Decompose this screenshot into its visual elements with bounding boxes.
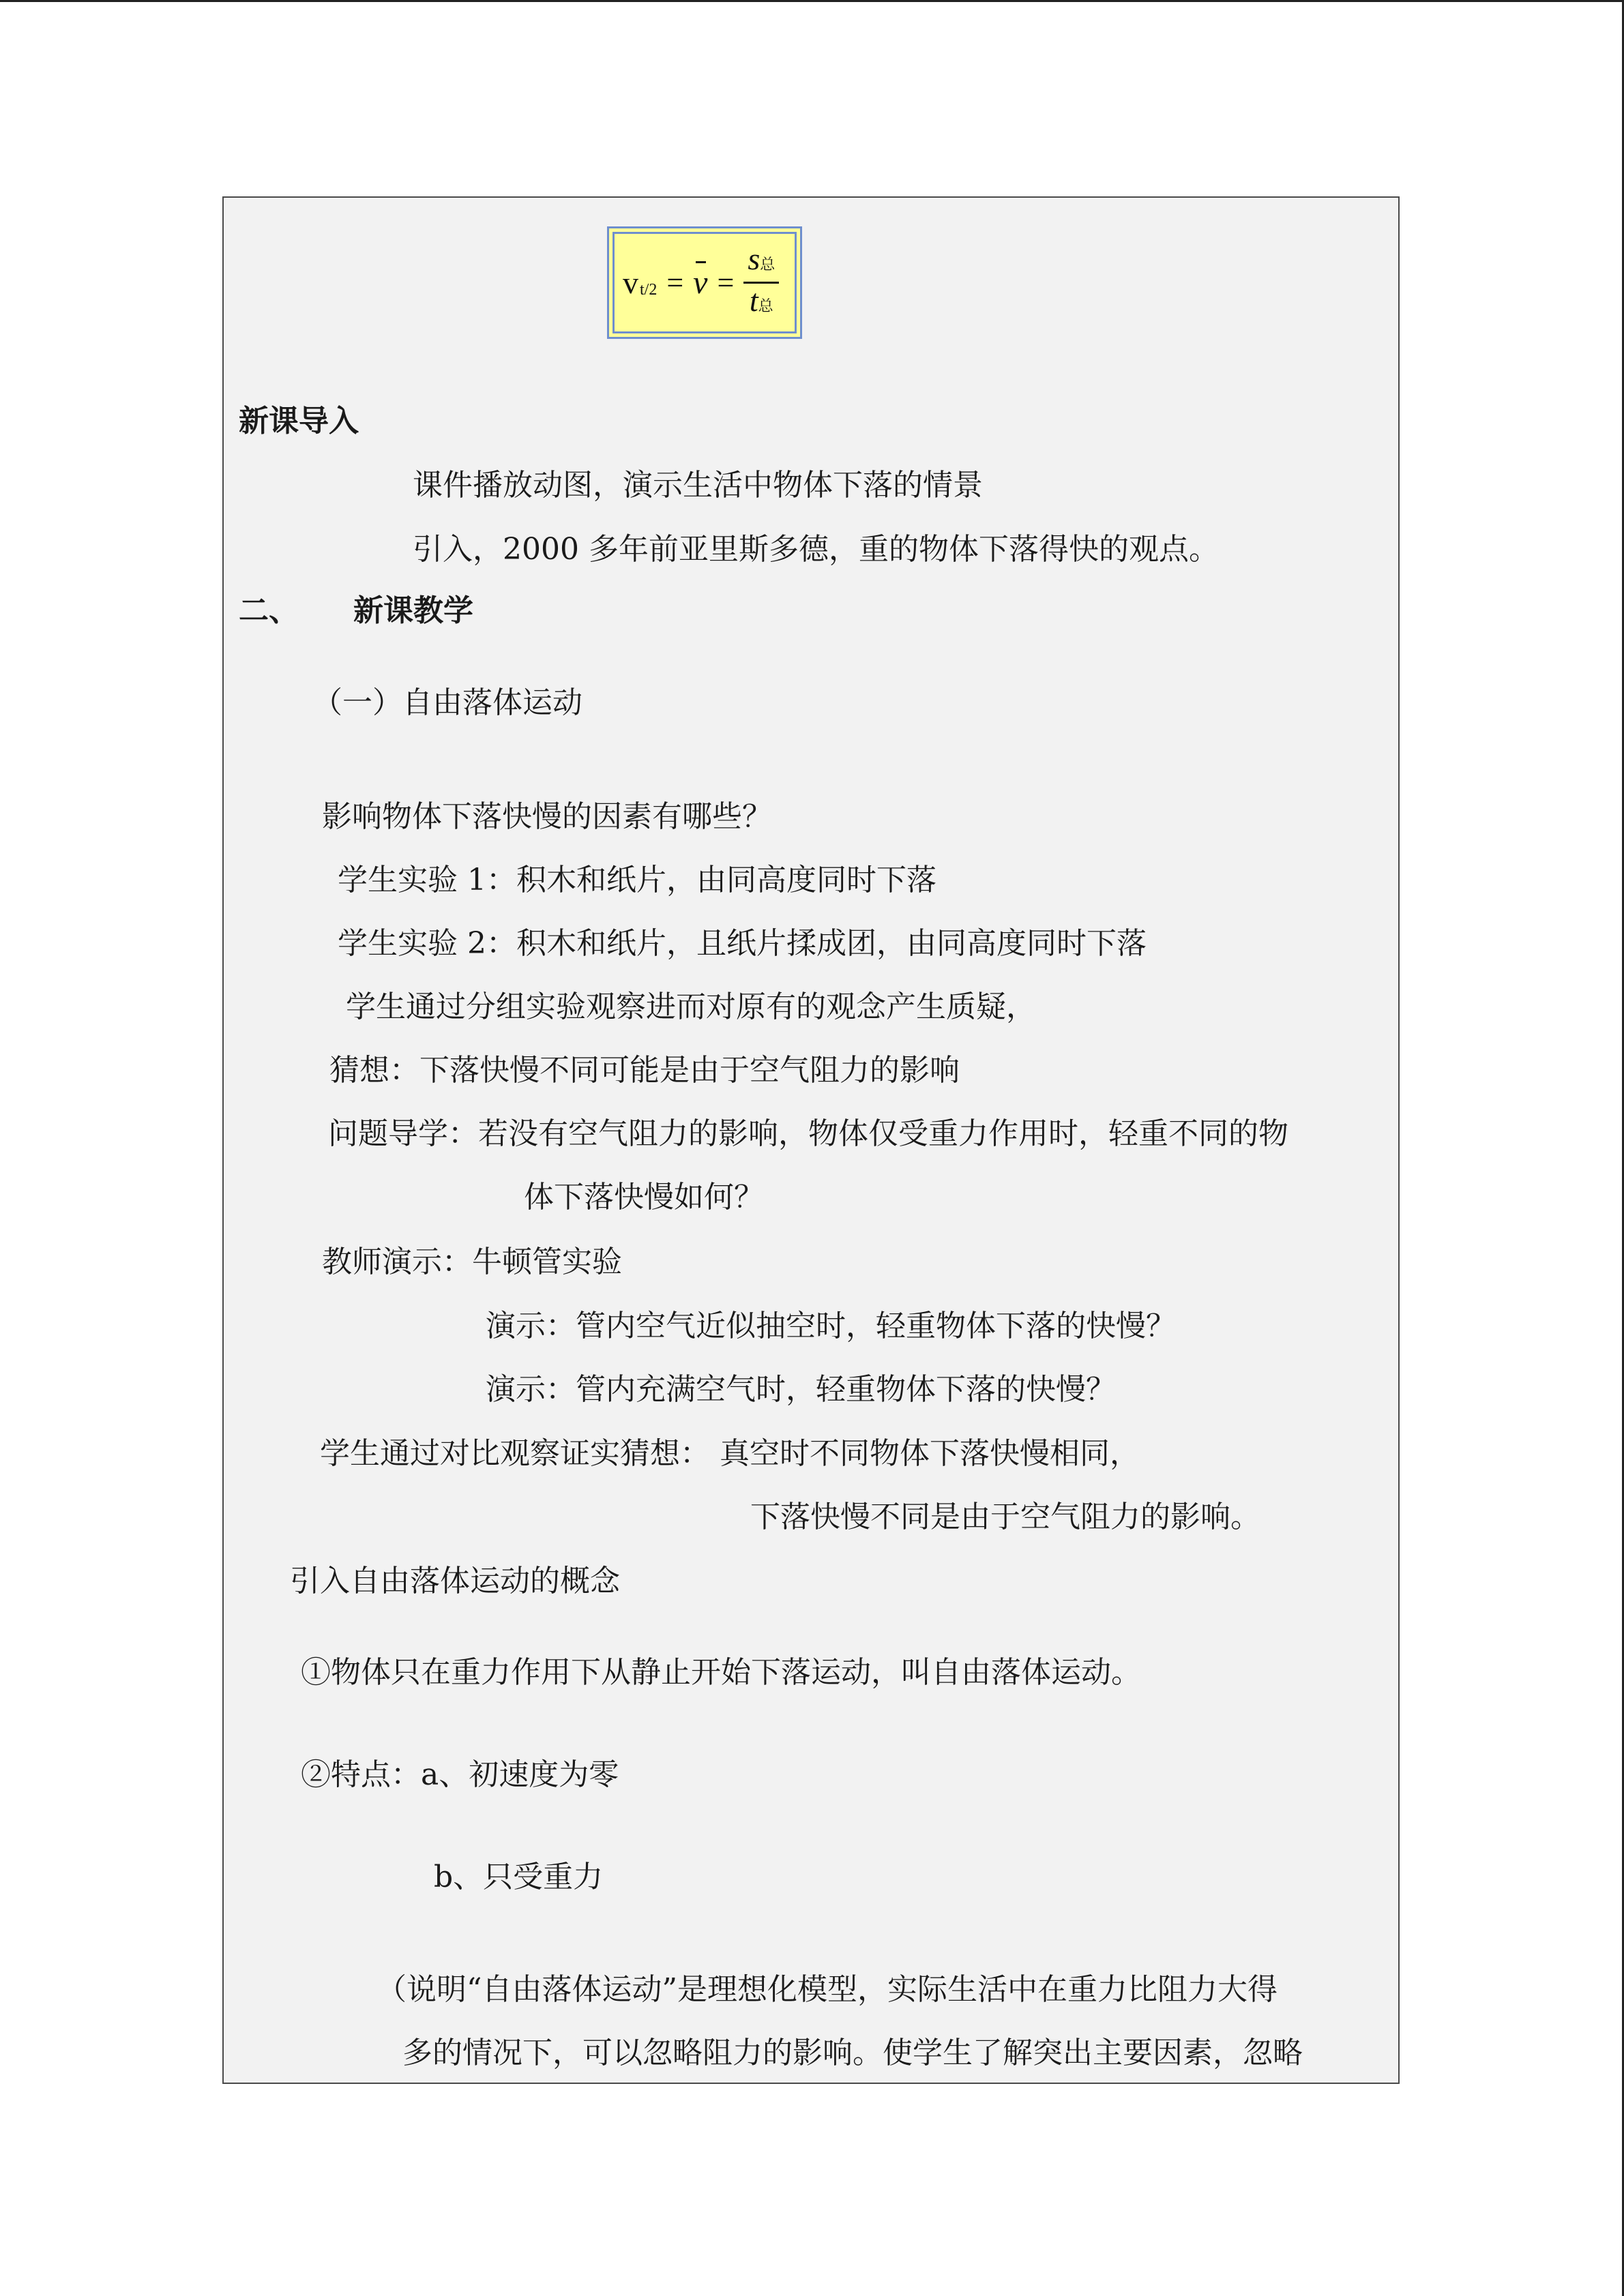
observation-line: 学生通过分组实验观察进而对原有的观念产生质疑， (346, 989, 1036, 1024)
formula-numerator-subscript: 总 (760, 256, 776, 273)
feature-b-line: b、只受重力 (434, 1860, 604, 1894)
guide-question-line-1: 问题导学：若没有空气阻力的影响，物体仅受重力作用时，轻重不同的物 (328, 1116, 1288, 1151)
section2-number: 二、 (239, 593, 299, 628)
page-top-border (0, 0, 1624, 2)
demo-1-line: 演示：管内空气近似抽空时，轻重物体下落的快慢？ (486, 1309, 1176, 1343)
conclusion-line-1: 学生通过对比观察证实猜想： 真空时不同物体下落快慢相同， (320, 1436, 1140, 1471)
average-velocity-formula (623, 228, 779, 337)
formula-equals-1: = (666, 266, 684, 299)
intro-line-2: 引入，2000 多年前亚里斯多德，重的物体下落得快的观点。 (413, 532, 1219, 567)
formula-v: v (623, 265, 638, 300)
question-line: 影响物体下落快慢的因素有哪些？ (322, 799, 772, 834)
intro-heading: 新课导入 (239, 404, 359, 438)
formula-denominator-symbol: t (749, 283, 758, 318)
formula-denominator (745, 284, 778, 323)
conclusion-line-2: 下落快慢不同是由于空气阻力的影响。 (750, 1500, 1260, 1534)
hypothesis-line: 猜想：下落快慢不同可能是由于空气阻力的影响 (329, 1053, 960, 1088)
formula-numerator-symbol: s (748, 241, 761, 276)
demo-2-line: 演示：管内充满空气时，轻重物体下落的快慢？ (486, 1372, 1116, 1407)
intro-line-1: 课件播放动图，演示生活中物体下落的情景 (413, 468, 983, 503)
formula-numerator (743, 242, 779, 282)
formula-box (607, 226, 802, 339)
guide-question-line-2: 体下落快慢如何？ (524, 1180, 764, 1214)
formula-equals-2: = (717, 266, 735, 299)
experiment-2-line: 学生实验 2：积木和纸片，且纸片揉成团，由同高度同时下落 (338, 926, 1147, 961)
definition-line: ①物体只在重力作用下从静止开始下落运动，叫自由落体运动。 (301, 1655, 1141, 1690)
formula-v-bar: v (693, 265, 708, 301)
formula-denominator-subscript: 总 (758, 297, 773, 314)
note-line-2: 多的情况下，可以忽略阻力的影响。使学生了解突出主要因素，忽略 (402, 2036, 1303, 2070)
feature-a-line: ②特点：a、初速度为零 (301, 1757, 619, 1792)
formula-fraction (743, 242, 779, 323)
note-line-1: （说明“自由落体运动”是理想化模型，实际生活中在重力比阻力大得 (377, 1972, 1278, 2007)
experiment-1-line: 学生实验 1：积木和纸片，由同高度同时下落 (338, 863, 936, 897)
teacher-demo-line: 教师演示：牛顿管实验 (322, 1244, 622, 1279)
section2-title: 新课教学 (353, 593, 473, 628)
concept-intro-line: 引入自由落体运动的概念 (290, 1564, 620, 1598)
subsection-free-fall: （一）自由落体运动 (312, 685, 582, 720)
formula-v-subscript: t/2 (640, 281, 658, 299)
